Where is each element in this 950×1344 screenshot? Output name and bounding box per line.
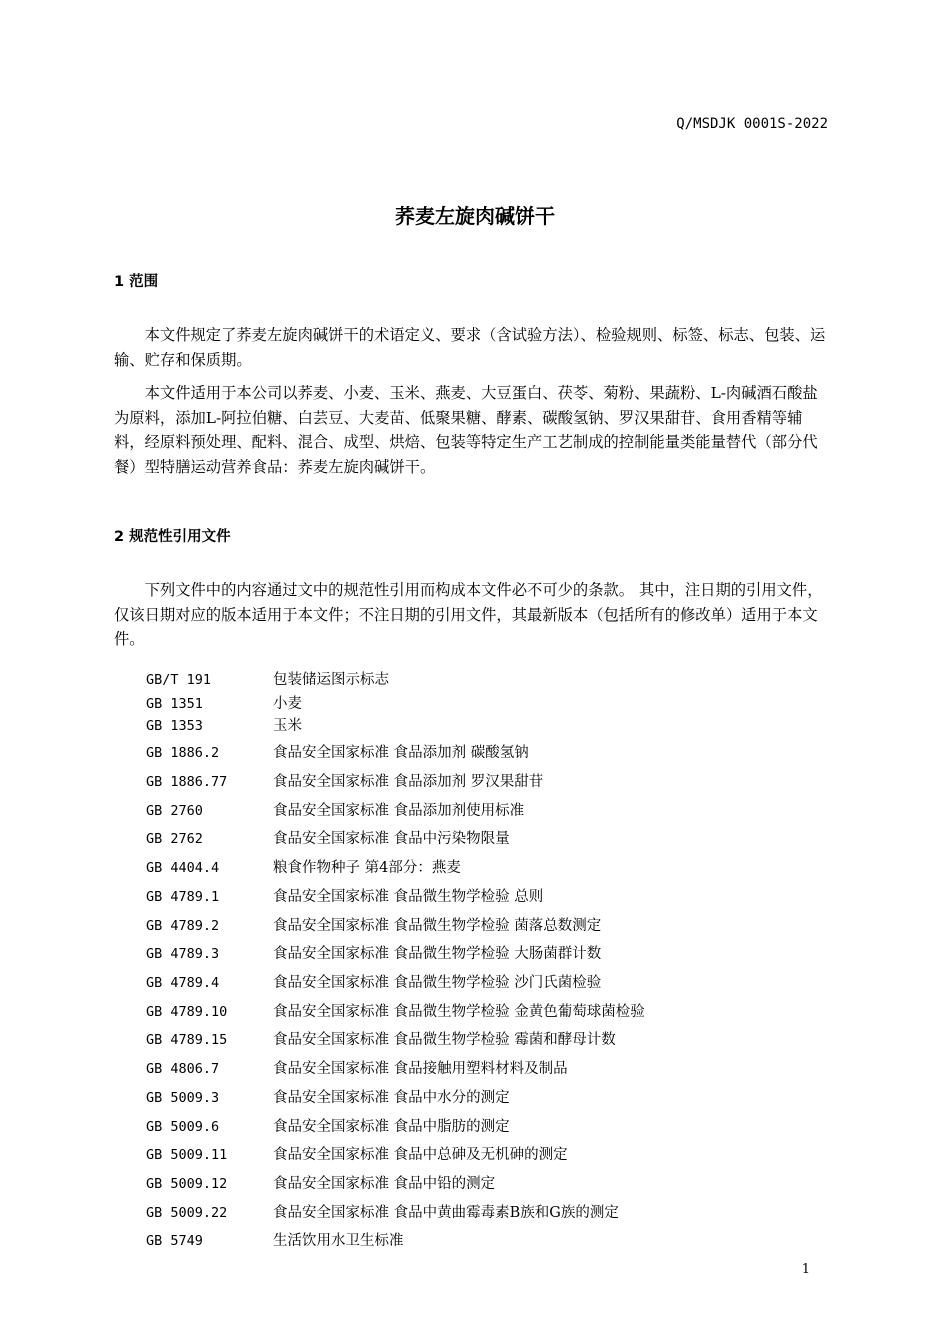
reference-name: 食品安全国家标准 食品微生物学检验 金黄色葡萄球菌检验 (273, 1004, 645, 1020)
reference-name: 食品安全国家标准 食品中总砷及无机砷的测定 (273, 1147, 568, 1163)
reference-name: 食品安全国家标准 食品微生物学检验 总则 (273, 889, 544, 905)
reference-name: 食品安全国家标准 食品添加剂 碳酸氢钠 (273, 745, 529, 761)
reference-name: 小麦 (273, 696, 302, 712)
reference-code: GB 1353 (146, 718, 203, 734)
reference-name: 粮食作物种子 第4部分：燕麦 (273, 860, 461, 876)
reference-code: GB 5009.3 (146, 1090, 220, 1106)
reference-code: GB 2762 (146, 831, 203, 847)
reference-code: GB 4789.1 (146, 889, 220, 905)
reference-code: GB 4789.10 (146, 1004, 228, 1020)
reference-name: 食品安全国家标准 食品中水分的测定 (273, 1090, 510, 1106)
document-code: Q/MSDJK 0001S-2022 (676, 116, 828, 132)
reference-name: 食品安全国家标准 食品微生物学检验 霉菌和酵母计数 (273, 1032, 616, 1048)
reference-name: 食品安全国家标准 食品中污染物限量 (273, 831, 510, 847)
reference-name: 食品安全国家标准 食品中脂肪的测定 (273, 1119, 510, 1135)
reference-name: 包装储运图示标志 (273, 672, 389, 688)
reference-name: 食品安全国家标准 食品微生物学检验 菌落总数测定 (273, 918, 602, 934)
reference-code: GB 5009.6 (146, 1119, 220, 1135)
reference-item (146, 692, 302, 713)
reference-code: GB 4789.15 (146, 1032, 228, 1048)
reference-item (146, 799, 524, 820)
reference-name: 生活饮用水卫生标准 (273, 1233, 404, 1249)
reference-code: GB 4404.4 (146, 860, 220, 876)
section-1-paragraph-1: 本文件规定了荞麦左旋肉碱饼干的术语定义、要求（含试验方法）、检验规则、标签、标志、包装、运输、贮存和保质期。 (114, 326, 826, 369)
reference-code: GB 4789.4 (146, 975, 220, 991)
reference-item (146, 885, 543, 906)
reference-item (146, 942, 601, 963)
reference-item (146, 1115, 510, 1136)
reference-item (146, 1086, 510, 1107)
reference-code: GB 4806.7 (146, 1061, 220, 1077)
reference-code: GB 5009.12 (146, 1176, 228, 1192)
reference-code: GB 5009.22 (146, 1205, 228, 1221)
reference-item (146, 1229, 404, 1250)
reference-name: 食品安全国家标准 食品接触用塑料材料及制品 (273, 1061, 568, 1077)
reference-code: GB 4789.2 (146, 918, 220, 934)
reference-name: 食品安全国家标准 食品微生物学检验 沙门氏菌检验 (273, 975, 602, 991)
reference-item (146, 1172, 495, 1193)
reference-item (146, 1000, 645, 1021)
document-title: 荞麦左旋肉碱饼干 (395, 204, 555, 228)
reference-item (146, 668, 389, 689)
section-2-heading: 2 规范性引用文件 (114, 529, 231, 545)
reference-name: 食品安全国家标准 食品添加剂使用标准 (273, 803, 525, 819)
reference-code: GB 2760 (146, 803, 203, 819)
reference-item (146, 971, 601, 992)
reference-code: GB 5009.11 (146, 1147, 228, 1163)
section-1-heading: 1 范围 (114, 274, 159, 290)
reference-item (146, 914, 601, 935)
section-1-paragraph-2: 本文件适用于本公司以荞麦、小麦、玉米、燕麦、大豆蛋白、茯苓、菊粉、果蔬粉、L-肉碱酒石酸盐为原料，添加L-阿拉伯糖、白芸豆、大麦苗、低聚果糖、酵素、碳酸氢钠、罗汉果甜苷、食用香精等辅料，经原料预处理、配料、混合、成型、烘焙、包装等特定生产工艺制成的控制能量类能量替代（部分代餐）型特膳运动营养食品：荞麦左旋肉碱饼干。 (114, 384, 818, 476)
reference-code: GB 5749 (146, 1233, 203, 1249)
reference-item (146, 1057, 568, 1078)
reference-item (146, 1028, 616, 1049)
reference-item (146, 714, 302, 735)
reference-name: 食品安全国家标准 食品中铅的测定 (273, 1176, 496, 1192)
reference-name: 食品安全国家标准 食品微生物学检验 大肠菌群计数 (273, 946, 602, 962)
section-2-intro: 下列文件中的内容通过文中的规范性引用而构成本文件必不可少的条款。 其中，注日期的引用文件，仅该日期对应的版本适用于本文件；不注日期的引用文件，其最新版本（包括所有的修改单）适用于本文件。 (114, 581, 823, 648)
reference-name: 玉米 (273, 718, 302, 734)
reference-item (146, 770, 543, 791)
reference-code: GB 1886.2 (146, 745, 220, 761)
page-number: 1 (801, 1262, 810, 1277)
reference-code: GB 4789.3 (146, 946, 220, 962)
reference-item (146, 1201, 619, 1222)
reference-item (146, 856, 461, 877)
reference-code: GB 1351 (146, 696, 203, 712)
reference-code: GB/T 191 (146, 672, 212, 688)
reference-code: GB 1886.77 (146, 774, 228, 790)
reference-name: 食品安全国家标准 食品中黄曲霉毒素B族和G族的测定 (273, 1205, 619, 1221)
reference-item (146, 741, 529, 762)
reference-item (146, 827, 510, 848)
reference-item (146, 1143, 568, 1164)
reference-name: 食品安全国家标准 食品添加剂 罗汉果甜苷 (273, 774, 544, 790)
